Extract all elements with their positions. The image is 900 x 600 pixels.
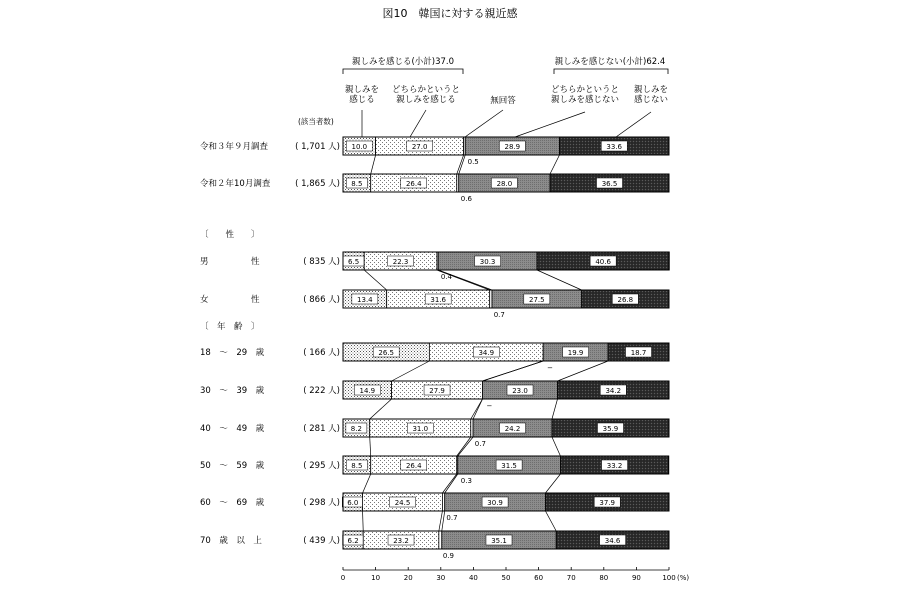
x-tick-label: 10 [371,574,381,582]
value-label: 27.9 [429,387,445,395]
value-label: 6.2 [347,537,359,545]
row-count: ( 298 人) [303,498,340,508]
legend-leader-somewhat-close [410,110,426,137]
bar-row [200,531,669,560]
segment-connector [371,155,376,174]
subtotal-close-bracket [343,69,463,74]
legend-label-somewhat-not-close: 親しみを感じない [550,95,620,105]
row-label: 30 〜 39 歳 [200,386,265,396]
count-header: (該当者数) [298,117,334,126]
row-count: ( 835 人) [303,257,340,267]
value-label: 13.4 [357,296,373,304]
bar-rows [200,137,669,560]
subtotal-not-close-label: 親しみを感じない(小計)62.4 [554,57,666,67]
value-label: 23.0 [512,387,528,395]
x-tick-label: 60 [534,574,544,582]
row-label: 令和３年９月調査 [200,142,269,152]
segment-connector [370,437,371,456]
value-label: 18.7 [630,349,647,357]
legend-label-somewhat-close: 親しみを感じる [396,95,456,105]
value-label: 10.0 [351,143,368,151]
bar-row [200,493,669,522]
value-label: 6.0 [347,499,359,507]
bar-row [200,419,669,448]
segment-connector [483,361,544,381]
row-label: 60 〜 69 歳 [200,498,265,508]
row-label: 18 〜 29 歳 [200,348,265,358]
value-label: 30.3 [479,258,496,266]
segment-connector [545,511,556,531]
no-answer-value: 0.9 [442,552,454,560]
legend-label-not-close: 親しみを [633,85,669,95]
row-count: ( 222 人) [303,386,340,396]
value-label: 24.2 [504,425,521,433]
value-label: 35.9 [602,425,619,433]
bar-row [200,290,669,319]
row-count: ( 281 人) [303,424,340,434]
value-label: 26.5 [378,349,394,357]
value-label: 8.2 [350,425,362,433]
value-label: 34.2 [605,387,622,395]
value-label: 6.5 [348,258,360,266]
value-label: 33.6 [606,143,623,151]
legend-label-feel-close: 親しみを [344,85,380,95]
chart-title: 図10 韓国に対する親近感 [382,7,518,20]
row-count: ( 166 人) [303,348,340,358]
no-answer-value: 0.7 [474,440,486,448]
value-label: 27.5 [529,296,545,304]
x-tick-label: 20 [403,574,413,582]
group-header-gender: 〔 性 〕 [200,230,260,240]
value-label: 22.3 [392,258,409,266]
value-label: 8.5 [351,462,363,470]
segment-connector [458,437,473,456]
no-answer-value: 0.3 [460,477,472,485]
group-header-age: 〔 年 齢 〕 [200,322,260,332]
legend-label-no-answer: 無回答 [490,96,516,106]
value-label: 36.5 [601,180,618,188]
x-tick-label: 50 [501,574,511,582]
value-label: 26.8 [617,296,634,304]
segment-connector [558,361,609,381]
segment-connector [370,399,392,419]
x-axis [341,567,690,582]
no-answer-value: 0.5 [467,158,479,166]
segment-connector [445,474,458,493]
subtotal-close-label: 親しみを感じる(小計)37.0 [351,57,455,67]
value-label: 35.1 [491,537,507,545]
value-label: 30.9 [487,499,503,507]
value-label: 19.9 [567,349,584,357]
legend-leader-somewhat-not-close [515,112,585,137]
no-answer-value: − [486,402,493,410]
legend-label-feel-close: 感じる [349,95,375,105]
legend-label-somewhat-not-close: どちらかというと [550,85,620,95]
value-label: 34.9 [478,349,495,357]
bar-row [200,137,669,166]
segment-connector [552,437,560,456]
row-label: 40 〜 49 歳 [200,424,265,434]
segment-connector [363,511,364,531]
segment-connector [545,474,560,493]
no-answer-value: 0.4 [440,273,453,281]
bar-row [200,381,669,410]
row-label: 男 性 [200,257,260,267]
legend-label-not-close: 感じない [633,95,669,105]
x-tick-label: 100 [662,574,676,582]
no-answer-value: 0.7 [493,311,505,319]
x-tick-label: 70 [566,574,576,582]
bar-segment-no-answer [439,531,442,549]
segment-connector [363,474,371,493]
x-tick-label: 80 [599,574,609,582]
row-count: ( 1,701 人) [295,142,340,152]
x-axis-unit: (%) [677,574,690,582]
segment-connector [457,437,471,456]
value-label: 26.4 [405,462,422,470]
value-label: 23.2 [393,537,409,545]
value-label: 31.6 [430,296,446,304]
row-label: 女 性 [200,295,260,305]
value-label: 14.9 [359,387,376,395]
row-label: 50 〜 59 歳 [200,461,265,471]
x-tick-label: 90 [631,574,641,582]
subtotal-not-close-bracket [554,69,668,74]
segment-connector [442,474,456,493]
row-label: 70 歳 以 上 [200,536,262,546]
segment-connector [537,270,582,290]
bar-row [200,456,669,485]
value-label: 24.5 [394,499,411,507]
row-label: 令和２年10月調査 [200,179,271,189]
segment-connector [459,155,466,174]
segment-connector [392,361,430,381]
row-count: ( 295 人) [303,461,340,471]
value-label: 26.4 [405,180,422,188]
no-answer-value: 0.7 [446,514,458,522]
value-label: 28.9 [504,143,521,151]
legend-leader-no-answer [465,110,503,137]
row-count: ( 439 人) [303,536,340,546]
segment-connector [552,399,558,419]
x-tick-label: 0 [340,574,346,582]
value-label: 31.0 [412,425,429,433]
no-answer-value: − [547,364,554,372]
value-label: 34.6 [604,537,621,545]
segment-connector [550,155,559,174]
value-label: 40.6 [595,258,611,266]
segment-connector [457,155,464,174]
segment-connector [473,399,482,419]
segment-connector [364,270,386,290]
value-label: 8.5 [351,180,363,188]
value-label: 27.0 [411,143,428,151]
value-label: 33.2 [606,462,623,470]
legend-leader-not-close [616,112,651,137]
row-count: ( 866 人) [303,295,340,305]
value-label: 28.0 [496,180,513,188]
value-label: 31.5 [501,462,517,470]
legend-label-somewhat-close: どちらかというと [391,85,461,95]
bar-row [200,174,669,203]
bar-row [200,252,669,281]
value-label: 37.9 [599,499,616,507]
no-answer-value: 0.6 [460,195,472,203]
row-count: ( 1,865 人) [295,179,340,189]
bar-row [200,343,669,372]
x-tick-label: 40 [468,574,478,582]
x-tick-label: 30 [436,574,446,582]
